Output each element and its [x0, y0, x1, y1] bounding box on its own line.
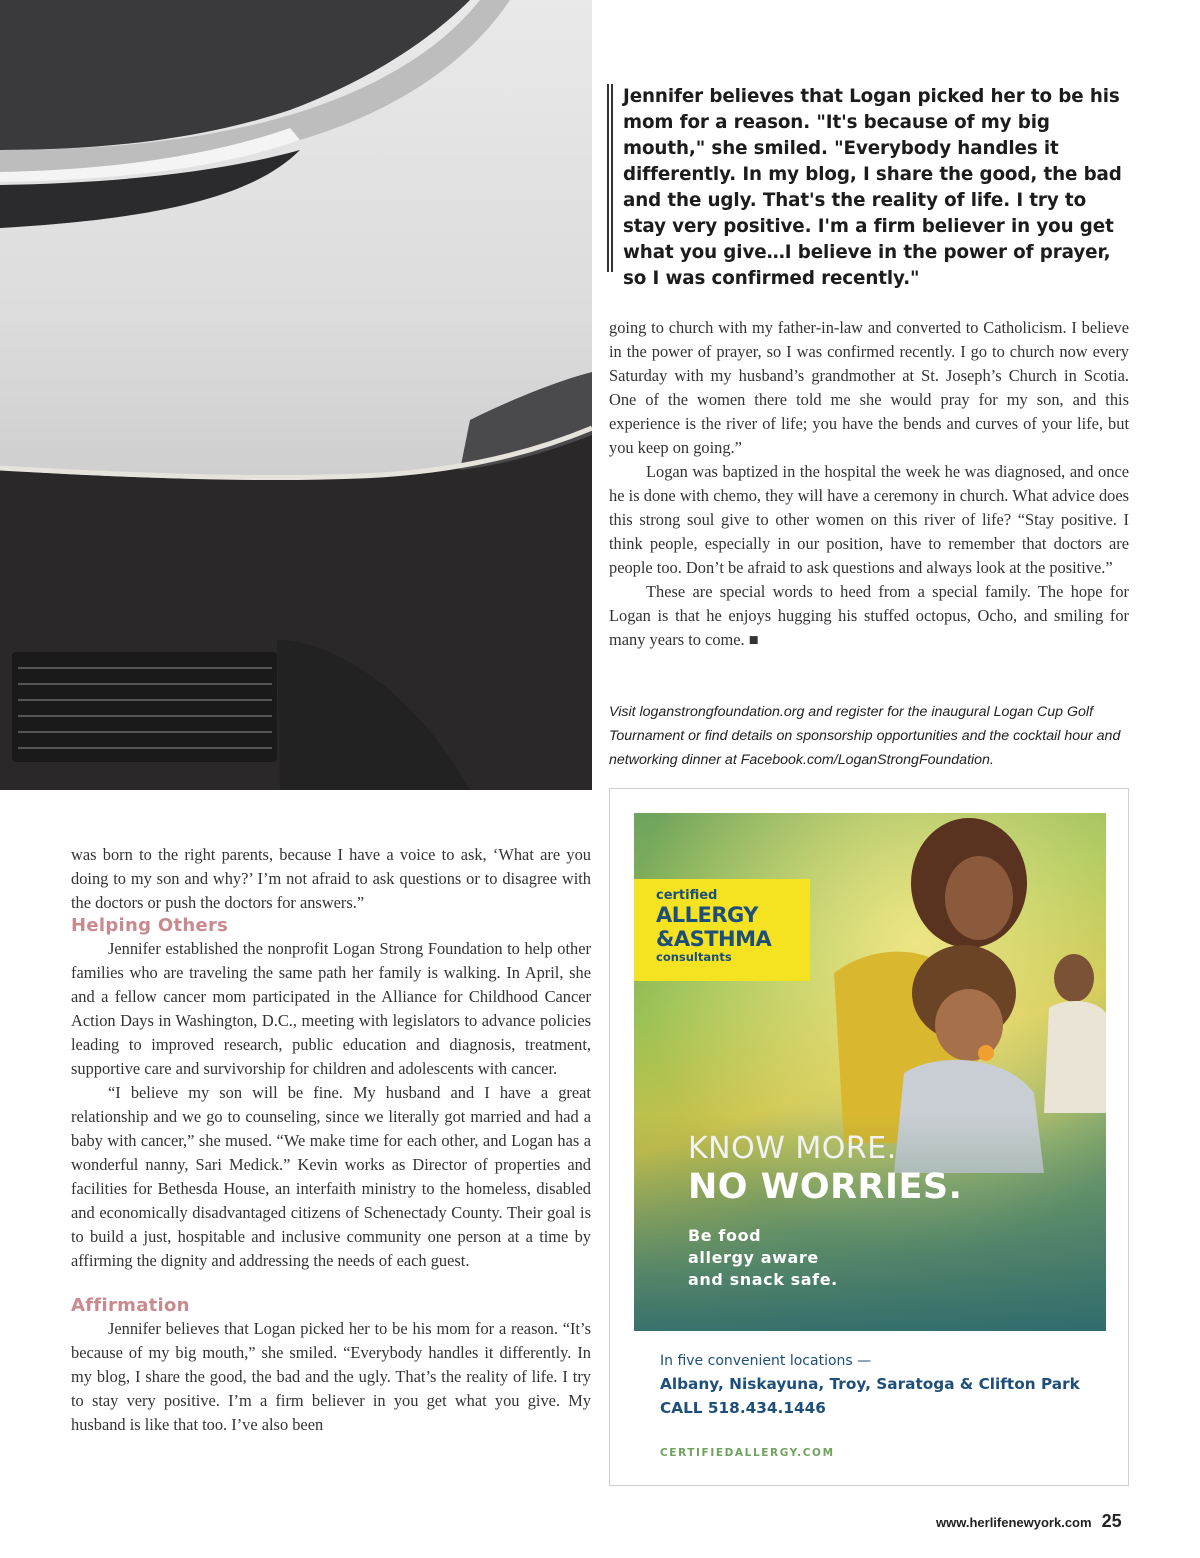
paragraph: was born to the right parents, because I have a voice to ask, ‘What are you doing to my son and why?’ I’m not afraid to ask questions or to disagree with the doctors or push the doctors for answers.” — [71, 845, 591, 912]
ad-badge-allergy: ALLERGY — [656, 903, 759, 927]
paragraph: Jennifer established the nonprofit Logan Strong Foundation to help other families who are traveling the same path her family is walking. In April, she and a fellow cancer mom participated in the Alliance for Childhood Cancer Action Days in Washington, D.C., meeting with legislators to advance policies leading to improved research, public education and diagnosis, treatment, supportive care and survivorship for children and adolescents with cancer. — [71, 939, 591, 1078]
ad-phone: CALL 518.434.1446 — [660, 1399, 826, 1417]
ad-locations: Albany, Niskayuna, Troy, Saratoga & Clifton Park — [660, 1375, 1080, 1393]
advertisement — [609, 788, 1129, 1486]
section-heading-helping-others: Helping Others — [71, 915, 229, 936]
vehicle-photo — [0, 0, 592, 790]
ad-logo-badge — [634, 879, 810, 981]
left-column — [71, 843, 591, 1437]
ad-tagline-line: and snack safe. — [688, 1270, 838, 1289]
paragraph: Jennifer believes that Logan picked her to be his mom for a reason. “It’s because of my big mouth,” she smiled. “Everybody handles it differently. In my blog, I share the good, the bad and the ugly. That’s the reality of life. I try to stay very positive. I’m a firm believer in you get what you give. My husband is like that too. I’ve also been — [71, 1319, 591, 1434]
pull-quote — [607, 84, 1127, 289]
ad-headline-no-worries: NO WORRIES. — [688, 1167, 963, 1207]
paragraph: These are special words to heed from a special family. The hope for Logan is that he enjoys hugging his stuffed octopus, Ocho, and smiling for many years to come. ■ — [609, 582, 1129, 649]
page-number: 25 — [1101, 1511, 1122, 1531]
ad-badge-asthma: &ASTHMA — [656, 927, 772, 951]
ad-headline-know-more: KNOW MORE. — [688, 1131, 897, 1166]
footer-url: www.herlifenewyork.com — [936, 1515, 1092, 1530]
ad-website: CERTIFIEDALLERGY.COM — [660, 1447, 835, 1459]
paragraph: “I believe my son will be fine. My husband and I have a great relationship and we go to counseling, since we literally got married and had a baby with cancer,” she mused. “We make time for each other, and Logan has a wonderful nanny, Sari Medick.” Kevin works as Director of properties and facilities for Bethesda House, an interfaith ministry to the homeless, disabled and economically disadvantaged citizens of Schenectady County. Their goal is to build a just, hospitable and inclusive community one person at a time by affirming the dignity and addressing the needs of each guest. — [71, 1083, 591, 1270]
pull-quote-text: Jennifer believes that Logan picked her to be his mom for a reason. "It's because of my big mouth," she smiled. "Everybody handles it differently. In my blog, I share the good, the bad and the ugly. That's the reality of life. I try to stay very positive. I'm a firm believer in you get what you give…I believe in the power of prayer, so I was confirmed recently." — [623, 86, 1122, 289]
visit-note: Visit loganstrongfoundation.org and register for the inaugural Logan Cup Golf Tournament or find details on sponsorship opportunities and the cocktail hour and networking dinner at Facebook.com/LoganStrongFoundation. — [609, 704, 1121, 768]
ad-locations-intro: In five convenient locations — — [660, 1353, 872, 1369]
right-column — [609, 316, 1129, 652]
paragraph: Logan was baptized in the hospital the week he was diagnosed, and once he is done with chemo, they will have a ceremony in church. What advice does this strong soul give to other women on this river of life? “Stay positive. I think people, especially in our position, have to remember that doctors are people too. Don’t be afraid to ask questions and always look at the positive.” — [609, 462, 1129, 577]
ad-tagline-line: Be food — [688, 1226, 762, 1245]
vehicle-photo-illustration — [0, 0, 592, 790]
page-footer — [936, 1511, 1122, 1532]
ad-badge-certified: certified — [656, 888, 718, 903]
ad-tagline-line: allergy aware — [688, 1248, 819, 1267]
paragraph: going to church with my father-in-law and converted to Catholicism. I believe in the power of prayer, so I was confirmed recently. I go to church now every Saturday with my husband’s grandmother at St. Joseph’s Church in Scotia. One of the women there told me she would pray for my son, and this experience is the river of life; you have the bends and curves of your life, but you keep on going.” — [609, 318, 1129, 457]
ad-tagline — [688, 1225, 838, 1291]
ad-photo — [634, 813, 1106, 1331]
section-heading-affirmation: Affirmation — [71, 1295, 190, 1316]
ad-badge-consultants: consultants — [656, 950, 732, 964]
